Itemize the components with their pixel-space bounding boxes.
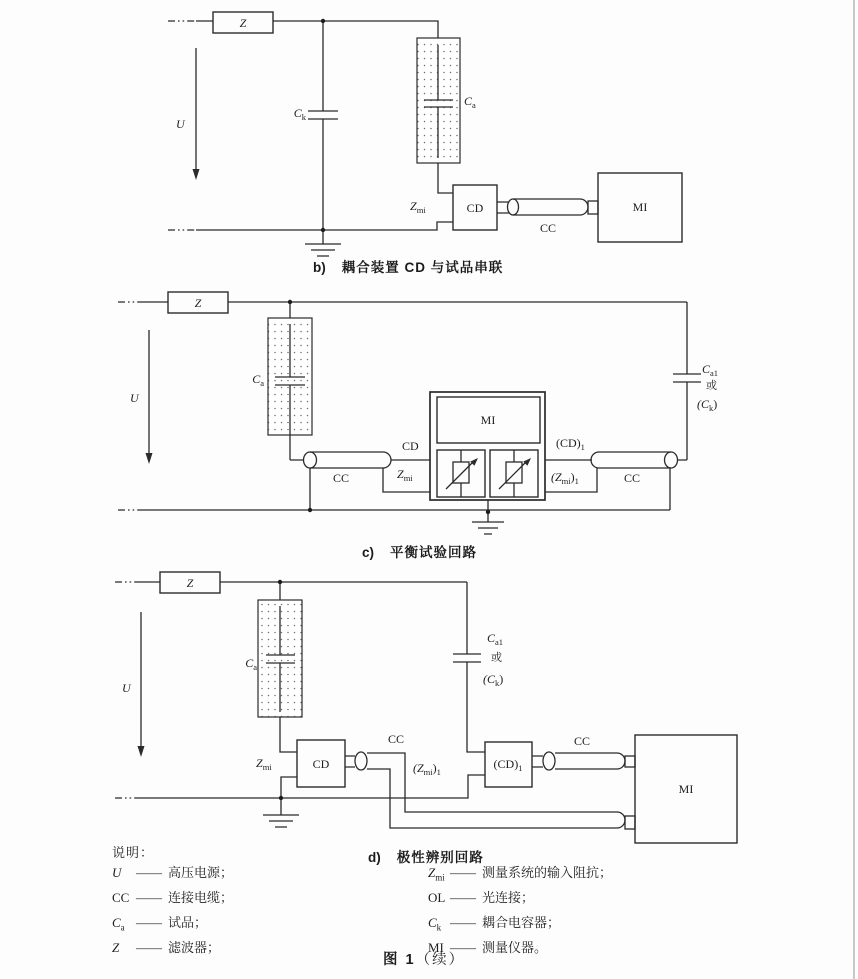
junction-dot xyxy=(486,510,490,514)
label-mi-b: MI xyxy=(632,200,648,214)
cable-end-ellipse-c-right xyxy=(665,452,678,468)
label-cd1-c: $(CD)_1$ xyxy=(556,436,585,452)
label-z-c: Z xyxy=(194,296,202,310)
junction-dot xyxy=(321,228,325,232)
label-or-c: 或 xyxy=(706,380,717,392)
caption-c-letter: c) xyxy=(362,545,375,560)
cable-cc-c-left xyxy=(310,452,391,468)
diagram-b xyxy=(168,12,682,256)
label-mi-c: MI xyxy=(480,413,496,427)
legend-row-zmi: $Z_{mi}$ —— 测量系统的输入阻抗； xyxy=(428,865,613,883)
label-zmi-d: $Z_{mi}$ xyxy=(256,756,272,772)
junction-dot xyxy=(278,580,282,584)
cable-connector-d-lower xyxy=(625,816,635,829)
label-ck-paren-c: $(C_k)$ xyxy=(697,397,718,413)
cable-cc-d-right xyxy=(555,753,625,769)
label-cc-c-left: CC xyxy=(332,471,350,485)
legend-row-mi: MI —— 测量仪器。 xyxy=(428,940,548,956)
cable-end-ellipse-d-cd xyxy=(355,752,367,770)
label-cd-b: CD xyxy=(466,201,484,215)
label-u-c: U xyxy=(130,391,139,405)
label-ca-d: $C_a$ xyxy=(245,656,257,672)
label-zmi-c: $Z_{mi}$ xyxy=(397,467,413,483)
impedance-arrowhead-c-2 xyxy=(523,458,531,466)
caption-d-letter: d) xyxy=(368,850,381,865)
variable-impedance-symbols-c xyxy=(446,450,526,497)
legend-row-ck: $C_k$ —— 耦合电容器； xyxy=(428,915,561,933)
label-zmi1-d: $(Z_{mi})_1$ xyxy=(413,761,441,777)
label-cd-d: CD xyxy=(312,757,330,771)
circuit-wires-b xyxy=(196,21,509,256)
cable-end-ellipse-d-cd1 xyxy=(543,752,555,770)
label-ca1-c: $C_{a1}$ xyxy=(702,362,719,378)
diagram-c xyxy=(118,292,718,534)
cable-connector-d-upper xyxy=(625,756,635,767)
legend-row-u: U —— 高压电源； xyxy=(112,864,234,880)
label-cc-c-right: CC xyxy=(623,471,641,485)
junction-dot xyxy=(321,19,325,23)
caption-c-text: 平衡试验回路 xyxy=(390,545,478,560)
circuit-wires-d xyxy=(141,582,543,827)
cable-connector-b xyxy=(588,201,598,214)
label-ca-b: $C_a$ xyxy=(464,94,476,110)
label-z-b: Z xyxy=(239,16,247,30)
label-u-d: U xyxy=(122,681,131,695)
label-cd1-d: $(CD)_1$ xyxy=(493,757,523,773)
label-cc-d-left: CC xyxy=(388,732,405,746)
cable-end-ellipse-b xyxy=(508,199,519,215)
caption-c xyxy=(362,541,477,561)
caption-b xyxy=(313,256,503,276)
label-z-d: Z xyxy=(186,576,194,590)
supply-lead-dashes-c xyxy=(118,302,144,510)
label-ca1-d: $C_{a1}$ xyxy=(487,631,504,647)
figure-caption-continued: （续） xyxy=(415,952,466,968)
circuit-wires-c xyxy=(144,302,701,534)
legend-row-cc: CC —— 连接电缆； xyxy=(112,889,234,905)
label-ck-paren-d: $(C_k)$ xyxy=(483,672,504,688)
voltage-arrowhead-c xyxy=(146,453,153,464)
junction-dot xyxy=(288,300,292,304)
junction-dot xyxy=(308,508,312,512)
coupling-device-block-c xyxy=(430,392,545,500)
label-zmi1-c: $(Z_{mi})_1$ xyxy=(551,470,579,486)
label-mi-d: MI xyxy=(678,782,694,796)
legend-left-column xyxy=(112,843,233,963)
legend-row-ca: $C_a$ —— 试品； xyxy=(112,914,208,933)
caption-d-text: 极性辨别回路 xyxy=(396,850,484,865)
label-cd-c: CD xyxy=(402,439,419,453)
label-u-b: U xyxy=(176,117,185,131)
legend-heading: 说明： xyxy=(112,845,155,860)
junction-dot xyxy=(279,796,283,800)
caption-b-letter: b) xyxy=(313,260,326,275)
label-cc-b: CC xyxy=(539,221,557,235)
label-ck-b: $C_k$ xyxy=(293,106,306,122)
impedance-arrowhead-c-1 xyxy=(470,458,478,466)
label-or-d: 或 xyxy=(491,652,502,664)
voltage-arrowhead-d xyxy=(138,746,145,757)
figure-caption-number: 图 1 xyxy=(383,952,416,968)
voltage-arrowhead-b xyxy=(193,169,200,180)
cable-end-ellipse-c-left xyxy=(304,452,317,468)
legend-row-ol: OL —— 光连接； xyxy=(428,890,535,906)
label-ca-c: $C_a$ xyxy=(252,372,264,388)
cable-cc-c-right xyxy=(591,452,671,468)
caption-b-text: 耦合装置 CD 与试品串联 xyxy=(341,260,504,275)
label-zmi-b: $Z_{mi}$ xyxy=(410,199,426,215)
legend-row-z: Z —— 滤波器； xyxy=(112,939,221,955)
cable-cc-b xyxy=(513,199,588,215)
label-cc-d-right: CC xyxy=(574,734,591,748)
diagram-d xyxy=(115,572,737,843)
figure-caption xyxy=(383,948,465,969)
